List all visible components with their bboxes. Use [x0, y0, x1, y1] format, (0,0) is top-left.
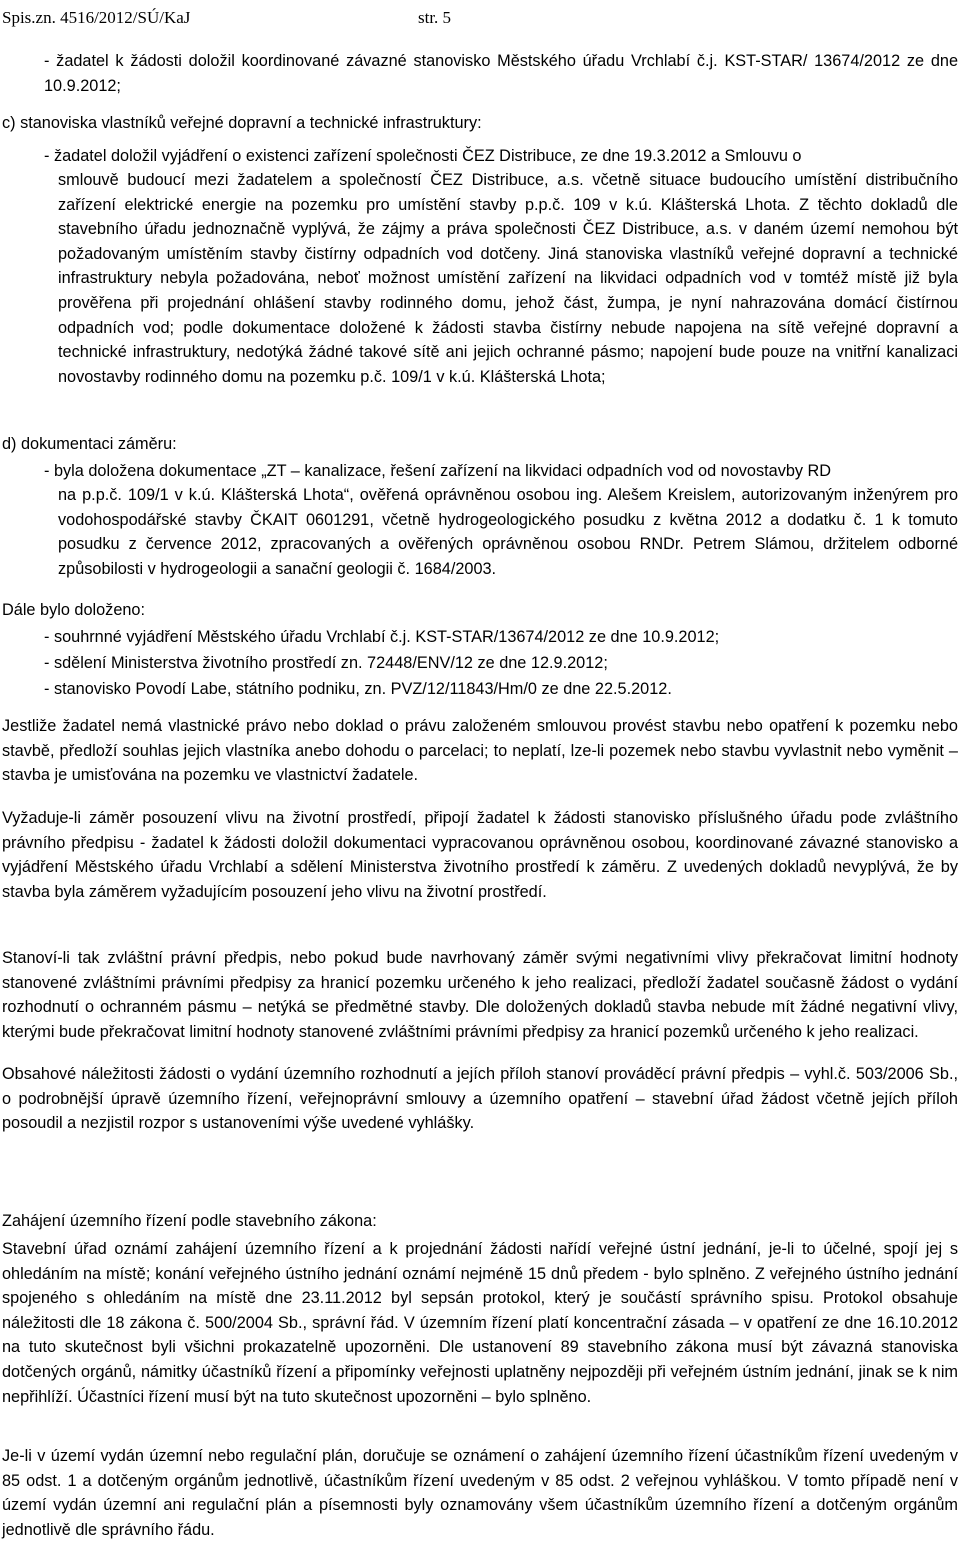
page-number: str. 5: [418, 8, 452, 27]
further-document-item: - sdělení Ministerstva životního prostředí zn. 72448/ENV/12 ze dne 12.9.2012;: [44, 654, 608, 672]
further-documents-heading: Dále bylo doloženo:: [2, 601, 146, 619]
environment-paragraph: Vyžaduje-li záměr posouzení vlivu na životní prostředí, připojí žadatel k žádosti stanovisko příslušného úřadu pode zvláštního právního předpisu - žadatel k žádosti doložil dokumentaci vypracovanou oprávněnou osobou, koordinované závazné stanovisko a vyjádření Městského úřadu Vrchlabí a sdělení Ministerstva životního prostředí k záměru. Z uvedených dokladů nevyplývá, že by stavba byla záměrem vyžadujícím posouzení jeho vlivu na životní prostředí.: [2, 809, 958, 901]
proceedings-start-paragraph: Stavební úřad oznámí zahájení územního řízení a k projednání žádosti nařídí veřejné ústní jednání, je-li to účelné, spojí jej s ohledáním na místě; konání veřejného ústního jednání oznámí nejméně 15 dnů předem - bylo splněno. Z veřejného ústního jednání spojeného s ohledáním na místě dne 23.11.2012 byl sepsán protokol, který je součástí správního spisu. Protokol obsahuje náležitosti dle 18 zákona č. 500/2004 Sb., správní řád. V územním řízení platí koncentrační zásada – v opatření ze dne 16.10.2012 na tuto skutečnost byli všichni prokazatelně upozorněni. Dle ustanovení 89 stavebního zákona musí být závazná stanoviska dotčených orgánů, námitky účastníků řízení a připomínky veřejnosti uplatněny nejpozději při veřejném ústním jednání, jinak se k nim nepřihlíží. Účastníci řízení musí být na tuto skutečnost upozorněni – bylo splněno.: [2, 1240, 958, 1406]
protection-zone-paragraph: Stanoví-li tak zvláštní právní předpis, nebo pokud bude navrhovaný záměr svými negativními vlivy překračovat limitní hodnoty stanovené zvláštními právními předpisy za hranicí pozemku určeného k jeho realizaci, předloží žadatel současně žádost o vydání rozhodnutí o ochranném pásmu – netýká se předmětné stavby. Dle doložených dokladů stavba nebude mít žádné negativní vlivy, kterými bude překračovat limitní hodnoty stanovené zvláštními právními předpisy za hranicí pozemků určeného k jeho realizaci.: [2, 949, 958, 1041]
section-d-heading: d) dokumentaci záměru:: [2, 435, 177, 453]
coordinated-opinion-item: - žadatel k žádosti doložil koordinované závazné stanovisko Městského úřadu Vrchlabí č.j. KST-STAR/ 13674/2012 ze dne 10.9.2012;: [44, 52, 958, 95]
further-document-item: - stanovisko Povodí Labe, státního podniku, zn. PVZ/12/11843/Hm/0 ze dne 22.5.2012.: [44, 680, 672, 698]
ownership-paragraph: Jestliže žadatel nemá vlastnické právo nebo doklad o právu založeném smlouvou provést stavbu nebo opatření k pozemku nebo stavbě, předloží souhlas jejich vlastníka anebo dohodu o parcelaci; to neplatí, lze-li pozemek nebo stavbu vyvlastnit nebo vyměnit – stavba je umisťována na pozemku ve vlastnictví žadatele.: [2, 717, 958, 785]
documentation-item-body: na p.p.č. 109/1 v k.ú. Klášterská Lhota“, ověřená oprávněnou osobou ing. Alešem Kreislem, autorizovaným inženýrem pro vodohospodářské stavby ČKAIT 0601291, včetně hydrogeologického posudku z května 2012 a dodatku č. 1 k tomuto posudku z července 2012, zpracovaných a ověřených oprávněnou osobou RNDr. Petrem Slámou, držitelem odborné způsobilosti v hydrogeologii a sanační geologii č. 1684/2003.: [58, 486, 958, 578]
cez-statement-intro: - žadatel doložil vyjádření o existenci zařízení společnosti ČEZ Distribuce, ze dne 19.3.2012 a Smlouvu o: [44, 147, 802, 165]
cez-statement-body: smlouvě budoucí mezi žadatelem a společností ČEZ Distribuce, a.s. včetně situace budoucího umístění distribučního zařízení elektrické energie na pozemku pro umístění stavby p.p.č. 109 v k.ú. Klášterská Lhota. Z těchto dokladů dle stavebního úřadu jednoznačně vyplývá, že zájmy a práva společnosti ČEZ Distribuce, a.s. v daném území nemohou být požadovaným umístěním stavby čistírny odpadních vod dotčeny. Jiná stanoviska vlastníků veřejné dopravní a technické infrastruktury nebyla požadována, neboť možnost umístění zařízení na likvidaci odpadních vod v tomtéž místě již byla prověřena při projednání ohlášení stavby rodinného domu, jehož část, žumpa, je nyní nahrazována domácí čistírnou odpadních vod; podle dokumentace doložené k žádosti stavba čistírny nebude napojena na sítě veřejné dopravní a technické infrastruktury, nedotýká žádné takové sítě ani jejich ochranné pásmo; napojení bude pouze na vnitřní kanalizaci novostavby rodinného domu na pozemku p.č. 109/1 v k.ú. Klášterská Lhota;: [58, 171, 958, 386]
file-reference: Spis.zn. 4516/2012/SÚ/KaJ: [2, 8, 191, 27]
proceedings-start-heading: Zahájení územního řízení podle stavebního zákona:: [2, 1212, 377, 1230]
zoning-plan-paragraph: Je-li v území vydán územní nebo regulační plán, doručuje se oznámení o zahájení územního řízení účastníkům řízení uvedeným v 85 odst. 1 a dotčeným orgánům jednotlivě, účastníkům řízení uvedeným v 85 odst. 2 veřejnou vyhláškou. V tomto případě není v území vydán územní ani regulační plán a písemnosti byly oznamovány všem účastníkům územního řízení a dotčeným orgánům jednotlivě dle správního řádu.: [2, 1447, 958, 1539]
further-document-item: - souhrnné vyjádření Městského úřadu Vrchlabí č.j. KST-STAR/13674/2012 ze dne 10.9.2012;: [44, 628, 720, 646]
section-c-heading: c) stanoviska vlastníků veřejné dopravní a technické infrastruktury:: [2, 114, 482, 132]
requirements-paragraph: Obsahové náležitosti žádosti o vydání územního rozhodnutí a jejích příloh stanoví prováděcí právní předpis – vyhl.č. 503/2006 Sb., o podrobnější úpravě územního řízení, veřejnoprávní smlouvy a územního opatření – stavební úřad žádost včetně jejích příloh posoudil a nezjistil rozpor s ustanoveními výše uvedené vyhlášky.: [2, 1065, 958, 1133]
documentation-item-intro: - byla doložena dokumentace „ZT – kanalizace, řešení zařízení na likvidaci odpadních vod od novostavby RD: [44, 462, 832, 480]
page-header: [2, 6, 958, 30]
